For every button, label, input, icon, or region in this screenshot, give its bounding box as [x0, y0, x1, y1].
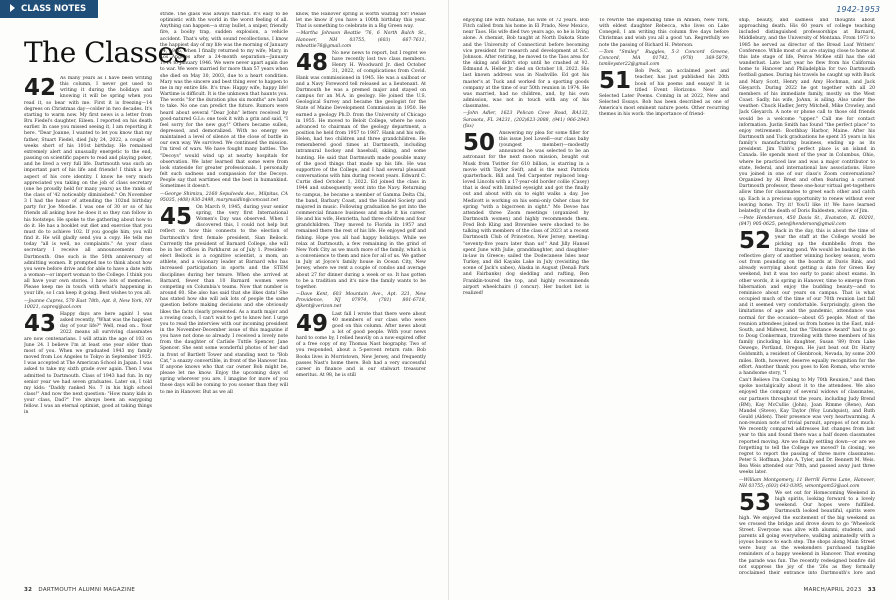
page-title: The Classes: [24, 36, 188, 69]
class-note-text: Bob Peck, an acclaimed poet and teacher, has just published his 20th book of his poems and essays! It is titled Event Horizons: New and Selected Later Poems. Coming in at 2022, New and Selected Essays. Bob has been described as one of America's most eminent nature poets. Other recurring themes in his work: the importance of friend-: [599, 69, 729, 118]
class-year-number: 48: [296, 49, 329, 76]
class-note-text: As many years as I have been writing this column, I never get used to writing it during the holidays and knowing it will be spring when you read it, so bear with me. First it is freezing—14 degrees on Christmas day—colder in two decades. It's starting to warm now. My first news is a letter from Bru Fiedel's daughter, Eileen. I reported on his death earlier. In case you missed seeing it, I am reporting it here. "Dear Joanne, I wanted to let you know that my father, Stuart Fiedel, died July 24, 2022, a couple of weeks short of his 101st birthday. He remained extremely alert and unusually energetic to the end, passing on scientific papers to read and playing poker, and he lived a very full life. Dartmouth was such an important part of his life and friends! I think a key aspect of his core identity. I know he very much appreciated you taking on the job of class secretary (one he proudly held for many years) as the ranks of the class of '42 noticeably diminished." On November 3 I had the honor of attending the 102nd birthday party for Joe Moodie. I was one of 30 or so of his friends all asking how he does it so they can follow in his footsteps. He spoke to the gathering about how to do it. He has a booklet out diet and exercise that you must do to achieve 102. If you google him, you will find it. He will gladly send you a copy. He tells me today "all is well, no complaints." As your class secretary I receive all announcements from Dartmouth. One such is the 50th anniversary of admitting women. It prompted me to think about how you were before drive and for able to have a date with a woman—or import woman to the College. I think you all have your own stories. I have lots of memories. Please keep me in touch with what's happening in your life, so I can keep it going. Best wishes to you all.: [24, 76, 152, 297]
class-year-number: 43: [24, 310, 57, 337]
class-year-number: 42: [24, 76, 57, 101]
publication-name: DARTMOUTH ALUMNI MAGAZINE: [38, 587, 136, 593]
triangle-right-icon: [10, 4, 15, 12]
class-secretary-signature: —Tom "Smiley" Ruggles, 5-3 Concord Greene, Concord, MA 01742, (978) 369-5879, tsmileyster22@gmail.com: [599, 49, 729, 68]
class-year-number: 50: [463, 129, 496, 156]
class-secretary-signature: —Dave Kent, 603 Mountain Ave., Apt. 321, New Providence, NJ 07974, (781) 801-6718, djkent@verizon.net: [296, 292, 426, 310]
page-number: 33: [867, 587, 876, 593]
footer-right: [804, 587, 876, 593]
class-secretary-signature: —William Montgomery, 11 Berrill Farms Lane, Hanover, NH 03755; (603) 643-0395; wmontgom53@aol.com: [739, 477, 875, 489]
class-secretary-signature: —Pete Henderson, 450 Davis St., Evanston, IL 60201, (847) 905-0625, pete@henderson@gmail.com: [739, 216, 875, 228]
class-note-text: ship, beauty, and sadness and thoughts about approaching death. His 60 years of college teaching included distinguished professorships at Barnard, Middlebury, and the University of Montana. From 1973 to 1985 he served as director of the Bread Loaf Writers' Conference. While most of us are staying close to home at this late stage of life, Peirce McKee still has the old wanderlust. Late last year he flew from his California home to Hanover and Philadelphia for two Dartmouth football games. During his travels he caught up with Buck and Mary Scott, Henry and Amy Hochman, and Jack Gleyarch. During 2022 he got together with all 20 members of his immediate family, mostly on the West Coast. Sadly, his wife, JoAnn, is ailing. Also under the weather: Chuck Hadler, Jerry Mitchell, Mike Crowley, and Jack Gleyarch. A note or phone call to those old friends would be a welcome "upper." Call me for contact information. Justin Smith has found "the perfect place" to enjoy retirement: Boothbay Harbor, Maine. After his Dartmouth and Tuck graduations he spent 35 years in his family's manufacturing business, ending up as its president. Jim Tubb's perfect place is an island in Canada. He spends most of the year in Columbus, Ohio, where he practiced law and was a major contributor to state, federal, and international law associations. Have you joined in one of our class's Zoom conversations? Organized by Al Brest and often featuring a current Dartmouth professor, these one-hour virtual get-togethers allow time for classmates to greet each other and catch up. Each is a precious opportunity to renew without ever leaving home. Try it! You'll like it! We have learned belatedly of the death of Doris Baldesten, widow of Jim.: [739, 18, 875, 214]
class-note-text: know, the Hanover spring is worth waiting for! Please let me know if you have a 100th birthday this year. That is something to celebrate in a Big Green way.: [296, 12, 426, 30]
class-note-text: Happy days are here again! I was asked recently, "What was the happiest day of your life?" Well, read on... Your 2022 means all surviving classmates are now centenarians. I will attain the age of 103 on June 24. I believe I'm at least one year older than most of you. When we graduated 1943 my family moved from Los Angeles to Tokyo in September 1925. I was accepted at The American School in Japan. I was asked to take my sixth grade over again. Then I was admitted to Dartmouth. Class of 1943 had fun. In my senior year we had seven graduates. Later on, I told my kids: "Daddy ranked No. 7 in his high school class!" And now the next question: "How many kids in your class, Dad?" I've always been an easygoing fellow. I was an eternal optimist, good at taking things in: [24, 311, 152, 416]
class-secretary-signature: —Martha Johnson Beattie '76, 6 North Balch St., Hanover, NH 03755, (603) 667-7611, mbeattie76@gmail.com: [296, 31, 426, 49]
class-secretary-signature: —John Adler, 1623 Pelican Cove Road, BA132, Sarasota, FL 34231, (202)623-3088, (941) 966-2943 (fax): [463, 111, 589, 129]
class-note-text: We set out for Homecoming Weekend in high spirits, looking forward to a lovely weekend. Our hopes were fulfilled. Dartmouth looked beautiful, spirits were high. We enjoyed the excitement of the big weekend as we crossed the bridge and drove down to go 'Wheelock Street. Everyone was alive with alumni, students, and parents all going everywhere, walking animatedly with a joyous bounce to each step. The shops along Main Street were busy as the weekenders purchased tangible reminders of a happy weekend in Hanover. That evening the parade was fun. The recently redesigned bonfire did not suppress the joy of the '26s as they formally proclaimed their entrance into Dartmouth's lore and: [739, 490, 875, 574]
page-number: 32: [24, 587, 33, 593]
class-note-text: On March 9, 1945, during your senior spring, the very first International Women's Day was observed. When I discovered this, I could not help but reflect on how this connects to the election of Dartmouth's first female president, Sian Beilock. Currently the president of Barnard College, she will be in her offices in Parkhurst as of July 1. President-elect Beilock is a cognitive scientist, a mom, an athlete, and a visionary leader at Barnard who has increased participation in sports and the STEM disciplines during her tenure. When she arrived at Barnard, fewer than 10 Barnard women were competing on Columbia's teams. Now that number is around 60. She also has said that she likes data! She has stated how she will ask lots of people the same question before making decisions and she obviously likes the facts clearly presented. As a math major and a rowing coach, I can't wait to get to know her. I urge you to read the interview with our incoming president in the November-December issue of this magazine if you have not done so already. I received a lovely note from the daughter of Carlisle Tuttle Spencer, Jane Spencer. She sent some wonderful photos of her dad in front of Bartlett Tower and standing next to "Bob Cat," a snazzy convertible, in front of the Hanover Inn. If anyone knows who that car owner Bob might be, please let me know. Enjoy the upcoming days of spring wherever you are. I imagine for more of you those days will be coming to you sooner than they will to me in Hanover. But as we all: [160, 204, 288, 395]
class-year-number: 53: [739, 489, 772, 516]
column-2: [160, 12, 288, 574]
class-year-number: 45: [160, 203, 193, 230]
year-range-label: 1942-1953: [836, 5, 880, 14]
class-note-text: To rewrite the impending time in Amnen, New York, with eldest daughter Rebecca, who lives on Lake Conegeil, I am writing this column five days before Christmas and wish you all a good 'un. Regretfully we note the passing of Richard H. Peterson.: [599, 18, 729, 48]
column-4: [463, 18, 589, 574]
class-secretary-signature: —Joanne Capres, 570 East 78th, Apt. 8, New York, NY 10021, capresj@aol.com: [24, 298, 152, 310]
class-note-text: stride. The glass was always half-full. It's easy to be optimistic with the world in the worst feeling of all. Anything can happen—a stray bullet, a sniper, friendly fire, a booby trap, sudden explosion, a vehicle accident. That's why, with sound recollections, I know the happiest day of my life was the morning of January 14, 1946, when I finally returned to my wife, Mary, in Los Angeles after a 24-month separation—January 1944 to January 1946. We were never apart again due to war. We were married for more than 57 years when she died on May 30, 2003, due to a heart condition. Mary was the sincere and best thing ever to happen to me in my entire life. It's true: Happy wife, happy life! Wartime is difficult. It is the unknown that haunts you. The words "for the duration plus six months" are hard to take. No one can predict the future. Rumors were heard about several "Dear John" letters received by good-natured G.I.s: one took it with a grin and said, "I feel sorry for the new guy!" Others became sullen, depressed, and demoralized. With no energy we maintained a level of silence at the close of battle in our own way. We survived. We continued the mission. I'm tired of wars. We have fought many battles. The "Decoys" would wind up at nearby hospitals for observation. We later learned that some were from look stateside for greater professionals. I personally felt such sadness and compassion for the Decoys. People say that wartimes end the best in humankind. Sometimes it doesn't.: [160, 12, 288, 190]
section-tab[interactable]: [0, 0, 98, 18]
class-note-text: enjoying life with Natalie, his wife of 72 years. Bob Fitch called from his home in El Prado, New Mexico, near Taos. His wife died two years ago, so he is living alone. A chemist, Bob taught at North Dakota State and the University of Connecticut before becoming vice president for research and development at S.C. Johnson. After retiring, he moved to the Taos area for the skiing and didn't stop until he crashed at 92. Edmund A. Heller Jr. died on October 18, 2022. His last known address was in Nashville. Ed got his master's at Tuck and worked for a sporting goods company at the time of our 50th reunion in 1974. He was married, had no children, and, by his own admission, was not in touch with any of his classmates.: [463, 18, 589, 110]
class-note-text: No new news to report, but I regret we have recently lost two class members. Henry H. Woodward Jr. died October 31, 2022, of complications from Covid. Hank was commissioned in 1945. He was a sailboat or and a Navy Foreword tell released as a lieutenant. At Dartmouth he was a premed major and stayed on campus for an M.A. in geology. He joined the U.S. Geological Survey and became the geologist for the State of Maine Development Commission in 1950. He earned a geology Ph.D. from the University of Chicago in 1955. He moved to Beloit College, where he soon advanced to chairman of the geology department, a position he held from 1957 to 1987. Hank and his wife, Helen, had two children and three grandchildren. He remembered good times at Dartmouth, including intramural hockey and baseball, skiing, and some hunting. He said that Dartmouth made possible many of the good things that made up his life. He was supportive of the College, and I had several pleasant conversations with him during recent years. Edward C. Curtis died October 1, 2022. Ed joined the class in 1944 and subsequently went into the Navy. Returning to campus, he became a member of Gamma Delta Chi, the band, Barbary Coast, and the Handel Society and majored in music. Following graduation he got into the commercial finance business and made it his career. He and his wife, Henrietta, had three children and four grandchildren. They moved to Florida in 1957 and remained there the rest of his life. He enjoyed golf and fishing. Hope you all had happy holidays. While we relax at Dartmouth, a few remaining in the grind of New York City as we much more of the family, which is a convenience to them and nice for all of us. We gather in July at Joyce's family house in Ocean City, New Jersey, where we rent a couple of condos and average about 27 for dinner during a week or so. It has gotten to be a tradition and it's nice the family wants to be together.: [296, 50, 426, 290]
issue-date: MARCH/APRIL 2023: [803, 587, 862, 593]
column-5: [599, 18, 729, 574]
class-year-number: 49: [296, 310, 329, 337]
footer-left: [24, 587, 135, 593]
class-note-text: Answering my plea for some filler for this issue Joel Lowell—our class baby (youngest member)—modestly announced he was selected to be an astronaut for the next moon mission, bought out Musk from Twitter for 610 billion, is starring in a movie with Taylor Swift, and is the next Patriots quarterback. Bill and Ted Carpenter replaced long-loved Lincoln with a 17-year-old border collie (Casey) that is deaf with limited eyesight and got the finally out and about with six to eight walks a day. Joe Medicott is working on his semi-only Osher class for spring "with a bigscreen in sight." Mo Devoe has attended three Zoom meetings (organized by Dartmouth women) and highly recommends them. Fred Bob Kling and Brownlee were shocked to be talking with members of the class of 2023 at a recent Dartmouth Club of Princeton, New Jersey, meeting: "seventy-five years later than us!" And Jilly Hansel spent June with Julie, granddaughter, and daughter-in-law in Greece; sailed the Dodecanese Isles near Turkey, and did Kayaks Lake in July (revisiting the scene of Jack's sabes), Alaska in August (Denali Park and Fairbanks) dog sledding and rafting, Ben Franklin-toured the top, and highly recommends airport wheelchairs (I concur). Her bucket list is realized!: [463, 130, 589, 296]
section-tab-label: CLASS NOTES: [21, 4, 87, 14]
column-3: [296, 12, 426, 574]
class-note-text: Last fall I wrote that there were about 40 members of our class who were good on this column. After news about a lot of good people. With your news hard to come by, I relied heavily on a now-expired offer of a free copy of my Thomas Nast biography. Two of you responded, about a 5-percent return rate. Bob Books lives in Morristown, New Jersey, and frequently passes Nast's home there. Bob had a very successful career in finance and is our stalwart treasurer emeritus. At 98, he is still: [296, 311, 426, 379]
right-page: [448, 0, 896, 600]
column-1: [24, 76, 152, 576]
class-year-number: 52: [739, 228, 772, 255]
class-note-text: Can't Believe I'm Coming to My 70th Reunion," and then spoke nostalgically about it to the attendees. We also enjoyed the company of several widows of classmates, our partners throughout the years, including Judy Brend (BM), Kay McCullie (John), Joan Rimme (Rene), Ann Mandel (Steve), Kay Taylor (Woy Lundquist), and Ruth Gould (Alden). Their presence was very heartwarming. A non-reunion note of trivial pursuit, apropos of not much: We recently compared addresses list changes from last year to this and found there was a half dozen classmates reported moving. Are we finally settling down—or are we forgetting to tell the College we moved? In closing, we regret to report the passing of three more classmates: Peter S. Hoffman, John A. Tyler, and Dr. Bennett M. Weis. Bea Weis attended our 70th, and passed away just three weeks later.: [739, 378, 875, 476]
class-year-number: 51: [599, 68, 632, 95]
class-note-text: Back in the day, this is about the time of year the staff at the College would be picking up the dumbbells from the thawing pond. We would be basking in the reflective glory of another winning hockey season, worn out from pounding on the boards at Davis Rink, and already worrying about getting a date for Green Key weekend, but it was too early to panic about exams. In other words, it is spring in Hanover, time to emerge from hibernation and enjoy the budding beauty—and to reminisce about our years on campus. That is what occupied much of the time of our 70th reunion last fall and it seemed very comfortable. Surprisingly, given the limitations of age and the pandemic, attendance was normal for the occasion—about 65 people. Most of the reunion attendees joined us from homes in the East, mid-South, and Midwest, but the "Distance Award" had to go to Doug Conkerman, traveling with three members of his family (including his daughter, Susan '89) from Lake Oswego, Portland, Oregon. He just beat out Dr. Harry Goldsmith, a resident of Glenbrook, Nevada, by some 200 miles. Both, however, deserve equally recognition for the effort. Another thank you goes to Ken Roman, who wrote a handsome story, "I: [739, 229, 875, 376]
column-6: [739, 18, 875, 574]
class-secretary-signature: —George Shimizu, 2160 Sepulveda Ave., Milpitas, CA 95035, (408) 930-2498, marymaidlin@comcast.net: [160, 191, 288, 203]
